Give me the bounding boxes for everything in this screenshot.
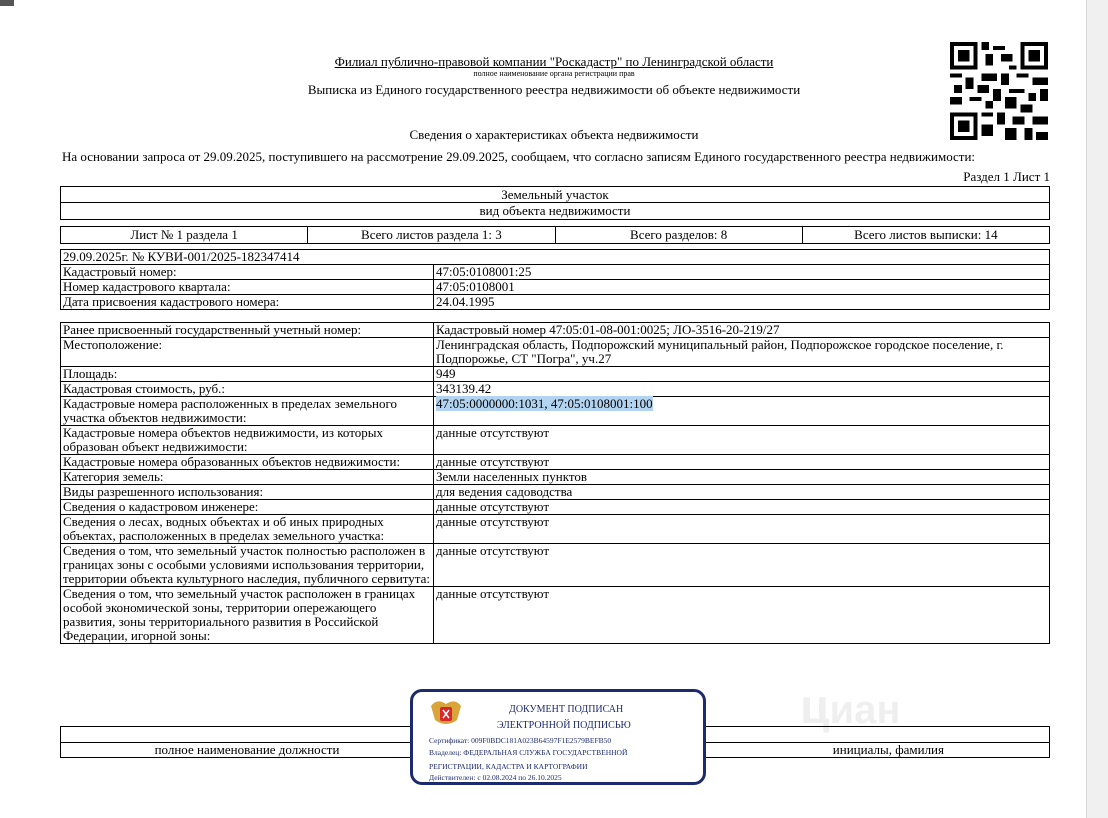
table-row [61, 295, 1050, 310]
field-value-text[interactable]: Ленинградская область, Подпорожский муниципальный район, Подпорожское городское поселение, г. Подпорожье, СТ "Погра", уч.27 [436, 337, 1004, 366]
table-row [61, 515, 1050, 544]
field-value-text[interactable]: 949 [436, 366, 456, 381]
field-value-text[interactable]: данные отсутствуют [436, 514, 550, 529]
sheet-info [60, 226, 1050, 244]
identification-table [60, 249, 1050, 310]
table-row [61, 280, 1050, 295]
stamp-line-1: ДОКУМЕНТ ПОДПИСАН [509, 704, 624, 715]
electronic-signature-stamp [410, 689, 706, 785]
field-value [434, 280, 1050, 295]
field-label: Сведения о том, что земельный участок расположен в границах особой экономической зоны, территории опережающего развития, зоны территориального развития в Российской Федерации, игорной зоны: [61, 587, 434, 644]
stamp-line-2: ЭЛЕКТРОННОЙ ПОДПИСЬЮ [497, 720, 631, 731]
field-value-text[interactable]: данные отсутствуют [436, 425, 550, 440]
doc-number: 29.09.2025г. № КУВИ-001/2025-182347414 [61, 250, 1050, 265]
field-label: Сведения о том, что земельный участок полностью расположен в границах зоны с особыми условиями использования территории, территории объекта культурного наследия, публичного сервитута: [61, 544, 434, 587]
field-label: Кадастровый номер: [61, 265, 434, 280]
field-label: Кадастровые номера объектов недвижимости, из которых образован объект недвижимости: [61, 426, 434, 455]
field-label: Площадь: [61, 367, 434, 382]
field-value-text[interactable]: 343139.42 [436, 381, 492, 396]
field-value-text[interactable]: 47:05:0000000:1031, 47:05:0108001:100 [436, 396, 653, 411]
field-label: Категория земель: [61, 470, 434, 485]
field-label: Кадастровые номера расположенных в пределах земельного участка объектов недвижимости: [61, 397, 434, 426]
name-caption: инициалы, фамилия [434, 743, 1050, 758]
owner-line-2: РЕГИСТРАЦИИ, КАДАСТРА И КАРТОГРАФИИ [429, 762, 588, 771]
characteristics-table [60, 322, 1050, 644]
field-value [434, 455, 1050, 470]
field-value-text[interactable]: 24.04.1995 [436, 294, 495, 309]
org-name: Филиал публично-правовой компании "Роскадастр" по Ленинградской области [334, 54, 774, 69]
object-type: Земельный участок [61, 187, 1049, 203]
field-value [434, 397, 1050, 426]
window-corner [0, 0, 14, 6]
field-value-text[interactable]: 47:05:0108001:25 [436, 264, 532, 279]
validity: Действителен: с 02.08.2024 по 26.10.2025 [429, 773, 562, 782]
table-row [61, 265, 1050, 280]
page-edge [1086, 0, 1108, 818]
field-value [434, 515, 1050, 544]
section-sheet: Раздел 1 Лист 1 [963, 169, 1050, 184]
field-value-text[interactable]: данные отсутствуют [436, 586, 550, 601]
field-value [434, 338, 1050, 367]
field-label: Ранее присвоенный государственный учетный номер: [61, 323, 434, 338]
position-cell [61, 727, 434, 743]
field-value [434, 367, 1050, 382]
field-value [434, 500, 1050, 515]
position-caption: полное наименование должности [61, 743, 434, 758]
field-value-text[interactable]: данные отсутствуют [436, 499, 550, 514]
table-row [61, 367, 1050, 382]
org-caption: полное наименование органа регистрации прав [473, 69, 635, 78]
field-value [434, 485, 1050, 500]
field-value [434, 265, 1050, 280]
field-label: Кадастровая стоимость, руб.: [61, 382, 434, 397]
table-row [61, 426, 1050, 455]
object-type-frame [60, 186, 1050, 220]
qr-code [950, 42, 1048, 140]
sheet-number: Лист № 1 раздела 1 [61, 227, 308, 243]
field-value [434, 470, 1050, 485]
field-value-text[interactable]: Земли населенных пунктов [436, 469, 587, 484]
field-label: Дата присвоения кадастрового номера: [61, 295, 434, 310]
table-row [61, 485, 1050, 500]
field-value [434, 426, 1050, 455]
table-row [61, 587, 1050, 644]
field-value [434, 295, 1050, 310]
coat-of-arms-icon [429, 696, 463, 730]
table-row [61, 323, 1050, 338]
intro-text: На основании запроса от 29.09.2025, поступившего на рассмотрение 29.09.2025, сообщаем, что согласно записям Единого государственного реестра недвижимости: [62, 149, 976, 164]
total-sections: Всего разделов: 8 [556, 227, 803, 243]
field-value-text[interactable]: для ведения садоводства [436, 484, 573, 499]
field-label: Виды разрешенного использования: [61, 485, 434, 500]
table-row [61, 500, 1050, 515]
field-label: Местоположение: [61, 338, 434, 367]
object-type-caption: вид объекта недвижимости [479, 203, 631, 218]
field-label: Сведения о лесах, водных объектах и об иных природных объектах, расположенных в пределах земельного участка: [61, 515, 434, 544]
watermark: циан [800, 681, 901, 734]
table-row [61, 470, 1050, 485]
table-row [61, 382, 1050, 397]
field-label: Сведения о кадастровом инженере: [61, 500, 434, 515]
field-value [434, 382, 1050, 397]
owner-line-1: Владелец: ФЕДЕРАЛЬНАЯ СЛУЖБА ГОСУДАРСТВЕННОЙ [429, 748, 628, 757]
document-title: Выписка из Единого государственного реестра недвижимости об объекте недвижимости [307, 82, 801, 97]
field-value-text[interactable]: Кадастровый номер 47:05:01-08-001:0025; ЛО-3516-20-219/27 [436, 322, 780, 337]
certificate: Сертификат: 009F0BDC181A023B64597F1E2579BEFB50 [429, 736, 612, 745]
field-value-text[interactable]: данные отсутствуют [436, 543, 550, 558]
table-row [61, 338, 1050, 367]
total-sheets: Всего листов выписки: 14 [854, 227, 998, 242]
field-value [434, 587, 1050, 644]
section-sheets: Всего листов раздела 1: 3 [308, 227, 555, 243]
field-value [434, 544, 1050, 587]
field-label: Кадастровые номера образованных объектов недвижимости: [61, 455, 434, 470]
field-value-text[interactable]: данные отсутствуют [436, 454, 550, 469]
section-subtitle: Сведения о характеристиках объекта недвижимости [409, 127, 699, 142]
table-row [61, 455, 1050, 470]
field-value-text[interactable]: 47:05:0108001 [436, 279, 515, 294]
field-value [434, 323, 1050, 338]
table-row [61, 544, 1050, 587]
table-row [61, 397, 1050, 426]
field-label: Номер кадастрового квартала: [61, 280, 434, 295]
